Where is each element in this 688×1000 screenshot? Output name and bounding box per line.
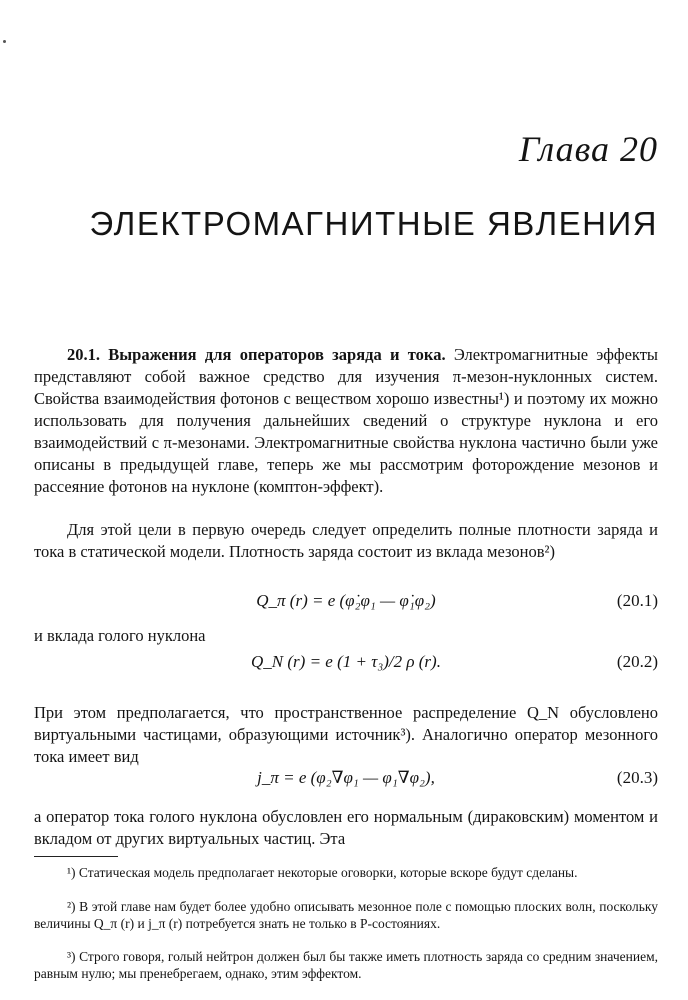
- paragraph-1-text: Электромагнитные эффекты представляют собой важное средство для изучения π-мезон-нуклонных систем. Свойства взаимодействия фотонов с веществом хорошо известны¹) и поэтому их можно использовать для получения дальнейших сведений о структуре нуклона и его взаимодействий с π-мезонами. Электромагнитные свойства нуклона частично были уже описаны в предыдущей главе, теперь же мы рассмотрим фоторождение мезонов и рассеяние фотонов на нуклоне (комптон-эффект).: [34, 345, 658, 496]
- paragraph-3: и вклада голого нуклона: [34, 626, 206, 645]
- paragraph-4: При этом предполагается, что пространственное распределение Q_N обусловлено виртуальными частицами, образующими источник³). Аналогично оператор мезонного тока имеет вид: [34, 703, 658, 766]
- section-heading: 20.1. Выражения для операторов заряда и тока.: [67, 345, 446, 364]
- paragraph-2: Для этой цели в первую очередь следует определить полные плотности заряда и тока в статической модели. Плотность заряда состоит из вклада мезонов²): [34, 520, 658, 561]
- chapter-label: Глава 20: [518, 129, 658, 169]
- equation-number: (20.1): [616, 591, 658, 610]
- scan-speck: [3, 40, 6, 43]
- equation-expression: Q_N (r) = e (1 + τ₃)/2 ρ (r).: [251, 652, 441, 671]
- footnote-divider: [34, 856, 118, 857]
- equation-number: (20.3): [616, 768, 658, 787]
- equation-20-1: [34, 591, 658, 617]
- paragraph-1: [34, 344, 658, 498]
- equation-expression: j_π = e (φ₂∇φ₁ — φ₁∇φ₂),: [257, 768, 435, 787]
- footnote-1: ¹) Статическая модель предполагает некоторые оговорки, которые вскоре будут сделаны.: [67, 865, 578, 880]
- equation-number: (20.2): [616, 652, 658, 671]
- equation-20-3: [34, 768, 658, 794]
- chapter-title: ЭЛЕКТРОМАГНИТНЫЕ ЯВЛЕНИЯ: [89, 205, 658, 242]
- paragraph-5: а оператор тока голого нуклона обусловлен его нормальным (дираковским) моментом и вкладом от других виртуальных частиц. Эта: [34, 807, 658, 848]
- equation-20-2: [34, 652, 658, 678]
- equation-expression: Q_π (r) = e (φ̇₂φ₁ — φ̇₁φ₂): [256, 591, 436, 610]
- footnote-2: ²) В этой главе нам будет более удобно описывать мезонное поле с помощью плоских волн, поскольку величины Q_π (r) и j_π (r) потребуется знать не только в P-состояниях.: [34, 899, 658, 931]
- footnote-3: ³) Строго говоря, голый нейтрон должен был бы также иметь плотность заряда со средним значением, равным нулю; мы пренебрегаем, однако, этим эффектом.: [34, 949, 658, 981]
